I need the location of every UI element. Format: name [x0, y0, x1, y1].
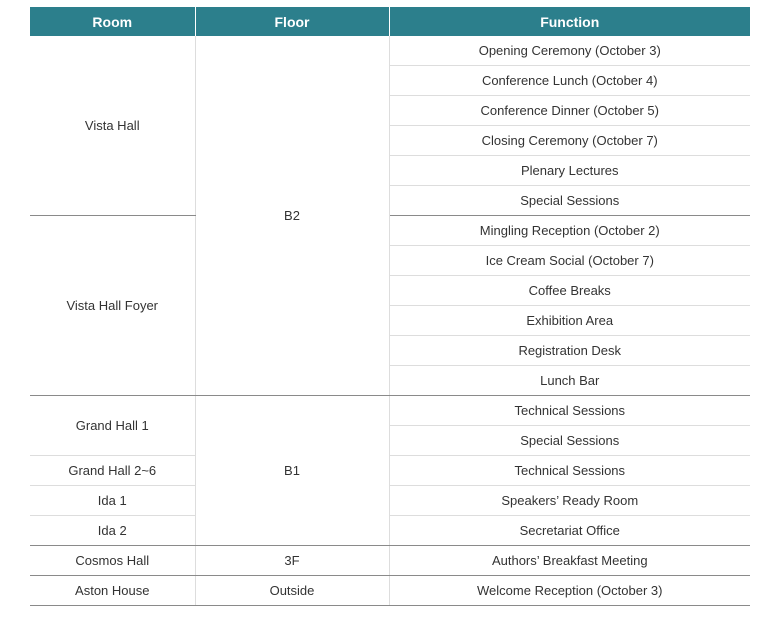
table-row [30, 216, 750, 246]
function-cell: Technical Sessions [389, 456, 750, 486]
function-cell: Welcome Reception (October 3) [389, 576, 750, 606]
table-row [30, 516, 750, 546]
table-row [30, 396, 750, 426]
room-cell: Aston House [30, 576, 195, 606]
floor-cell: B1 [195, 396, 389, 546]
function-cell: Conference Dinner (October 5) [389, 96, 750, 126]
room-cell: Grand Hall 2~6 [30, 456, 195, 486]
table-row [30, 546, 750, 576]
function-cell: Speakers’ Ready Room [389, 486, 750, 516]
header-function: Function [389, 7, 750, 36]
table-row [30, 486, 750, 516]
function-cell: Authors’ Breakfast Meeting [389, 546, 750, 576]
header-floor: Floor [195, 7, 389, 36]
table-row [30, 456, 750, 486]
function-cell: Conference Lunch (October 4) [389, 66, 750, 96]
venue-schedule-table [30, 7, 750, 606]
room-cell: Grand Hall 1 [30, 396, 195, 456]
function-cell: Mingling Reception (October 2) [389, 216, 750, 246]
table-row [30, 576, 750, 606]
function-cell: Registration Desk [389, 336, 750, 366]
function-cell: Coffee Breaks [389, 276, 750, 306]
function-cell: Plenary Lectures [389, 156, 750, 186]
header-room: Room [30, 7, 195, 36]
room-cell: Vista Hall Foyer [30, 216, 195, 396]
function-cell: Opening Ceremony (October 3) [389, 36, 750, 66]
function-cell: Secretariat Office [389, 516, 750, 546]
function-cell: Exhibition Area [389, 306, 750, 336]
function-cell: Ice Cream Social (October 7) [389, 246, 750, 276]
room-cell: Vista Hall [30, 36, 195, 216]
table-row [30, 36, 750, 66]
function-cell: Technical Sessions [389, 396, 750, 426]
room-cell: Ida 1 [30, 486, 195, 516]
room-cell: Cosmos Hall [30, 546, 195, 576]
function-cell: Special Sessions [389, 186, 750, 216]
function-cell: Special Sessions [389, 426, 750, 456]
room-cell: Ida 2 [30, 516, 195, 546]
header-row [30, 7, 750, 36]
floor-cell: Outside [195, 576, 389, 606]
function-cell: Closing Ceremony (October 7) [389, 126, 750, 156]
floor-cell: B2 [195, 36, 389, 396]
function-cell: Lunch Bar [389, 366, 750, 396]
floor-cell: 3F [195, 546, 389, 576]
